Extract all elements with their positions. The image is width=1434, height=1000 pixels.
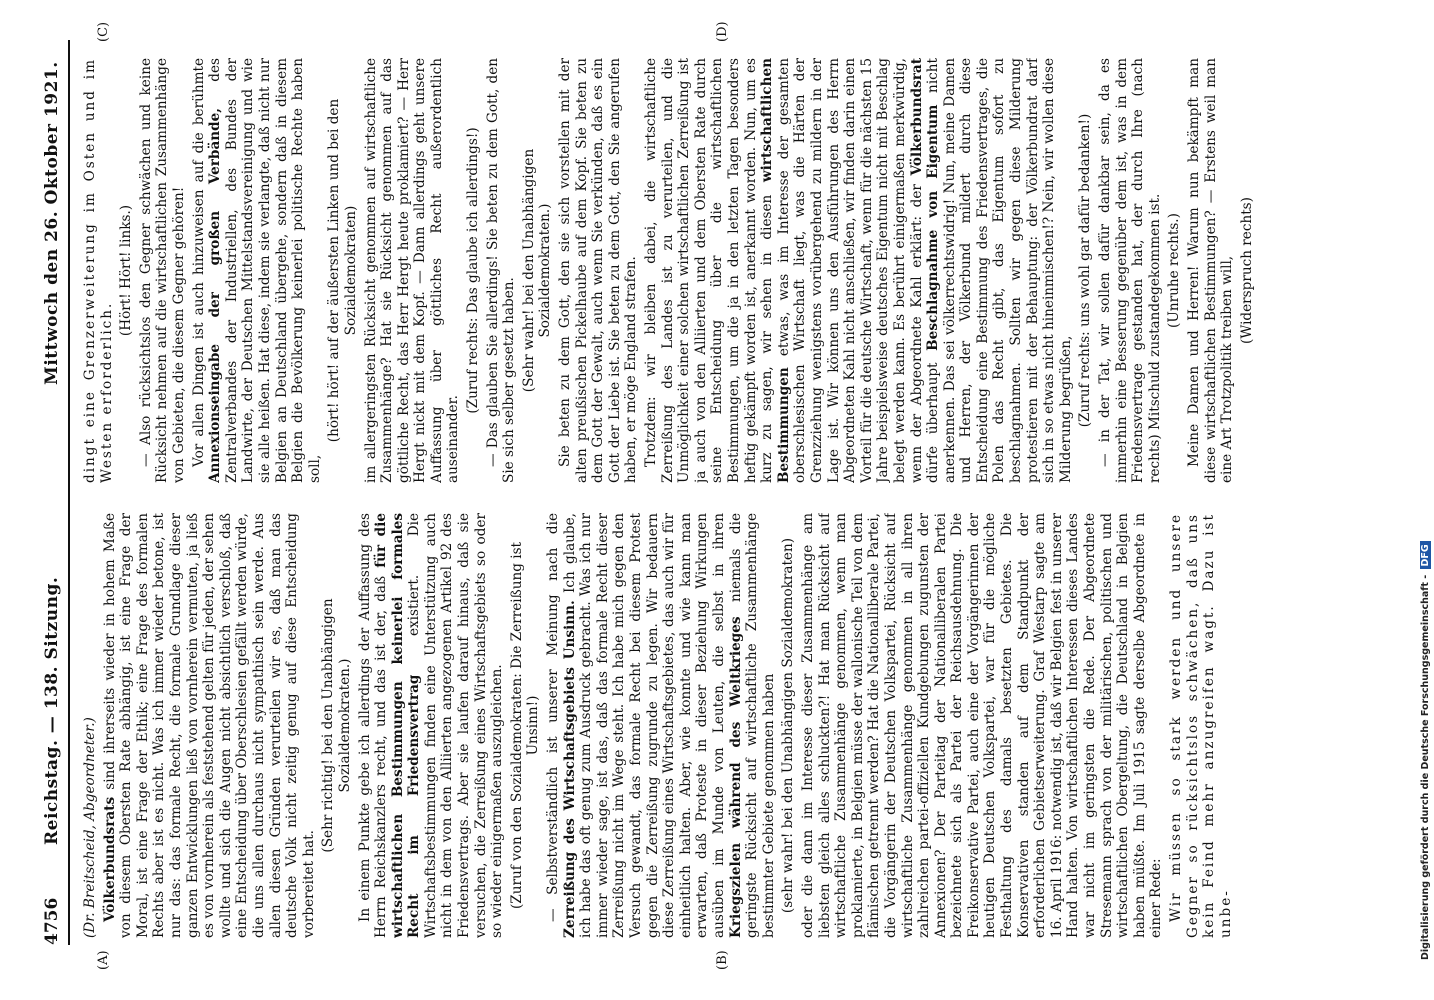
speaker-label: (Dr. Breitscheid, Abgeordneter.) [82,717,98,938]
interjection: (Sehr wahr! bei den Unabhängigen Sozialdemokraten.) [520,148,554,393]
interjection: (Widerspruch rechts) [1238,197,1255,344]
interjection: (Unruhe rechts.) [1166,213,1183,328]
paragraph: im allergeringsten Rücksicht genommen auf wirtschaftliche Zusammenhänge? Hat sie Rücksicht genommen auf das göttliche Recht, das Herr Hergt heute proklamiert? — Herr Hergt nickt mit dem Kopf. — Dann allerdings geht unsere Auffassung über göttliches Recht außerordentlich auseinander. [362,58,462,483]
margin-marker-d: (D) [715,21,730,42]
margin-marker-a: (A) [96,950,111,970]
header-rule [68,40,70,945]
header-date: Mittwoch den 26. Oktober 1921. [42,61,62,385]
paragraph: Sie beten zu dem Gott, den sie sich vorstellen mit der alten preußischen Pickelhaube auf dem Kopf. Sie beten zu dem Gott der Gewalt, auch wenn Sie verkünden, daß es ein Gott der Liebe ist. Sie beten zu dem Gott, den Sie angerufen haben, er möge England strafen. [557,58,640,483]
quotation: Wir müssen so stark werden und unsere Gegner so rücksichtslos schwächen, daß uns kein Feind mehr anzugreifen wagt. Dazu ist unbe- [1168,513,1234,938]
interjection: (hört! hört! auf der äußersten Linken und bei den Sozialdemokraten) [326,98,359,443]
page-header [42,45,68,945]
paragraph: — in der Tat, wir sollen dafür dankbar sein, da es immerhin eine Besserung gegenüber dem ist, was in dem Friedensvertrage gestanden hat, der durch Ihre (nach rechts) Mitschuld zustandegekommen ist. [1097,58,1163,483]
margin-marker-b: (B) [715,950,730,970]
interjection: (Zuruf von den Sozialdemokraten: Die Zerreißung ist Unsinn!) [508,541,542,910]
paragraph: Völkerbundsrats sind ihrerseits wieder in hohem Maße von diesem Obersten Rate abhängig, ist eine Frage der Moral, ist eine Frage der Ethik; eine Frage des formalen Rechts aber ist es nicht. Was ich immer wieder betone, ist nur das: das formale Recht, die formale Grundlage dieser ganzen Entwicklungen ließ von vornherein vermuten, ja ließ es von vornherein als feststehend gelten für jeden, der sehen wollte und sich die Augen nicht absichtlich verschloß, daß eine Entscheidung über Oberschlesien gefällt werden würde, die uns allen durchaus nicht sympathisch sein werde. Aus allen diesen Gründen verurteilen wir es, daß man das deutsche Volk nicht zeitig genug auf diese Entscheidung vorbereitet hat. [101,513,317,938]
digitization-footer [1420,30,1431,960]
paragraph: In einem Punkte gebe ich allerdings der Auffassung des Herrn Reichskanzlers recht, und das ist der, daß für die wirtschaftlichen Bestimmungen keinerlei formales Recht im Friedensvertrag existiert. Die Wirtschaftsbestimmungen finden eine Unterstützung auch nicht in dem von den Alliierten angezogenen Artikel 92 des Friedensvertrags. Aber sie laufen darauf hinaus, daß sie versuchen, die Zerreißung eines Wirtschaftsgebiets so oder so wieder einigermaßen auszugleichen. [356,513,506,938]
paragraph: — Also rücksichtslos den Gegner schwächen und keine Rücksicht nehmen auf die wirtschaftlichen Zusammenhänge von Gebieten, die diesem Gegner gehören! [137,58,187,483]
interjection: (sehr wahr! bei den Unabhängigen Sozialdemokraten) [780,537,797,914]
paragraph: Trotzdem: wir bleiben dabei, die wirtschaftliche Zerreißung des Landes ist zu verurteilen, und die Unmöglichkeit einer solchen wirtschaftlichen Zerreißung ist ja auch von den Alliierten und dem Obersten Rate durch seine Entscheidung über die wirtschaftlichen Bestimmungen, um die ja in den letzten Tagen besonders heftig gekämpft worden ist, anerkannt worden. Nun, um es kurz zu sagen, wir sehen in diesen wirtschaftlichen Bestimmungen etwas, was im Interesse der gesamten oberschlesischen Wirtschaft liegt, was die Härten der Grenzziehung wenigstens vorübergehend zu mildern in der Lage ist. Wir können uns den Ausführungen des Herrn Abgeordneten Kahl nicht anschließen, wir finden darin einen Vorteil für die deutsche Wirtschaft, wenn für die nächsten 15 Jahre beispielsweise deutsches Eigentum nicht mit Beschlag belegt werden kann. Es berührt einigermaßen merkwürdig, wenn der Abgeordnete Kahl erklärt: der Völkerbundsrat dürfe überhaupt Beschlagnahme von Eigentum nicht anerkennen. Das sei völkerrechtswidrig! Nun, meine Damen und Herren, der Völkerbund mildert durch diese Entscheidung eine Bestimmung des Friedensvertrages, die Polen das Recht gibt, das Eigentum sofort zu beschlagnahmen. Sollten wir gegen diese Milderung protestieren mit der Behauptung: der Völkerbundrat darf sich in so etwas nicht hineinmischen!? Nein, wir wollen diese Milderung begrüßen, [643,58,1074,483]
footer-text: Digitalisierung gefördert durch die Deutsche Forschungsgemeinschaft - [1420,574,1431,960]
paragraph: — Das glauben Sie allerdings! Sie beten zu dem Gott, den Sie sich selber gesetzt haben. [484,58,518,483]
interjection: (Zuruf rechts: uns wohl gar dafür bedanken!) [1077,113,1094,428]
paragraph: Vor allen Dingen ist auch hinzuweisen auf die berühmte Annexionseingabe der großen Verbände, des Zentralverbandes der Industriellen, des Bundes der Landwirte, der Deutschen Mittelstandsvereinigung und wie sie alle heißen. Hat diese, indem sie verlangte, daß nicht nur Belgien an Deutschland übergehe, sondern daß in diesem Belgien die Bevölkerung keinerlei politische Rechte haben soll, [190,58,323,483]
paragraph: oder die dann im Interesse dieser Zusammenhänge am liebsten gleich alles schluckten?! Hat man Rücksicht auf wirtschaftliche Zusammenhänge genommen, wenn man proklamierte, in Belgien müsse der wallonische Teil von dem flämischen getrennt werden? Hat die Nationalliberale Partei, die Vorgängerin der Deutschen Volkspartei, Rücksicht auf wirtschaftliche Zusammenhänge genommen in all ihren zahlreichen partei-offiziellen Kundgebungen zugunsten der Annexionen? Der Parteitag der Nationalliberalen Partei bezeichnete sich als Partei der Reichsausdehnung. Die Freikonservative Partei, auch eine der Vorgängerinnen der heutigen Deutschen Volkspartei, war für die mögliche Festhaltung des damals besetzten Gebietes. Die Konservativen standen auf dem Standpunkt der erforderlichen Gebietserweiterung. Graf Westarp sagte am 16. April 1916: notwendig ist, daß wir Belgien fest in unserer Hand halten. Von wirtschaftlichen Interessen dieses Landes war nicht im geringsten die Rede. Der Abgeordnete Stresemann sprach von der militärischen, politischen und wirtschaftlichen Obergeltung, die Deutschland in Belgien haben müßte. Im Juli 1915 sagte derselbe Abgeordnete in einer Rede: [799,513,1165,938]
right-column [82,58,1412,483]
interjection: (Sehr richtig! bei den Unabhängigen Sozialdemokraten.) [320,598,353,853]
page-number: 4756 [42,897,62,945]
margin-marker-c: (C) [96,21,111,42]
quotation: dingt eine Grenzerweiterung im Osten und im Westen erforderlich. [82,58,115,483]
paragraph: — Selbstverständlich ist unserer Meinung nach die Zerreißung des Wirtschaftsgebiets Unsinn. Ich glaube, ich habe das oft genug zum Ausdruck gebracht. Was ich nur immer wieder sage, ist das, daß das formale Recht dieser Zerreißung nicht im Wege steht. Ich habe mich gegen den Versuch gewandt, das formale Recht bei diesem Protest gegen die Zerreißung zugrunde zu legen. Wir bedauern diese Zerreißung eines Wirtschaftsgebietes, das auch wir für einheitlich halten. Aber, wie konnte und wie kann man erwarten, daß Proteste in dieser Beziehung Wirkungen ausüben im Munde von Leuten, die selbst in ihren Kriegszielen während des Weltkrieges niemals die geringste Rücksicht auf wirtschaftliche Zusammenhänge bestimmter Gebiete genommen haben [545,513,777,938]
left-column [82,513,1412,938]
paragraph: Meine Damen und Herren! Warum nun bekämpft man diese wirtschaftlichen Bestimmungen? — Erstens weil man eine Art Trotzpolitik treiben will, [1186,58,1236,483]
dfg-logo: DFG [1420,541,1431,569]
interjection: (Zuruf rechts: Das glaube ich allerdings!) [465,127,482,414]
header-title: Reichstag. — 138. Sitzung. [42,576,62,845]
interjection: (Hört! Hört! links.) [118,204,135,337]
